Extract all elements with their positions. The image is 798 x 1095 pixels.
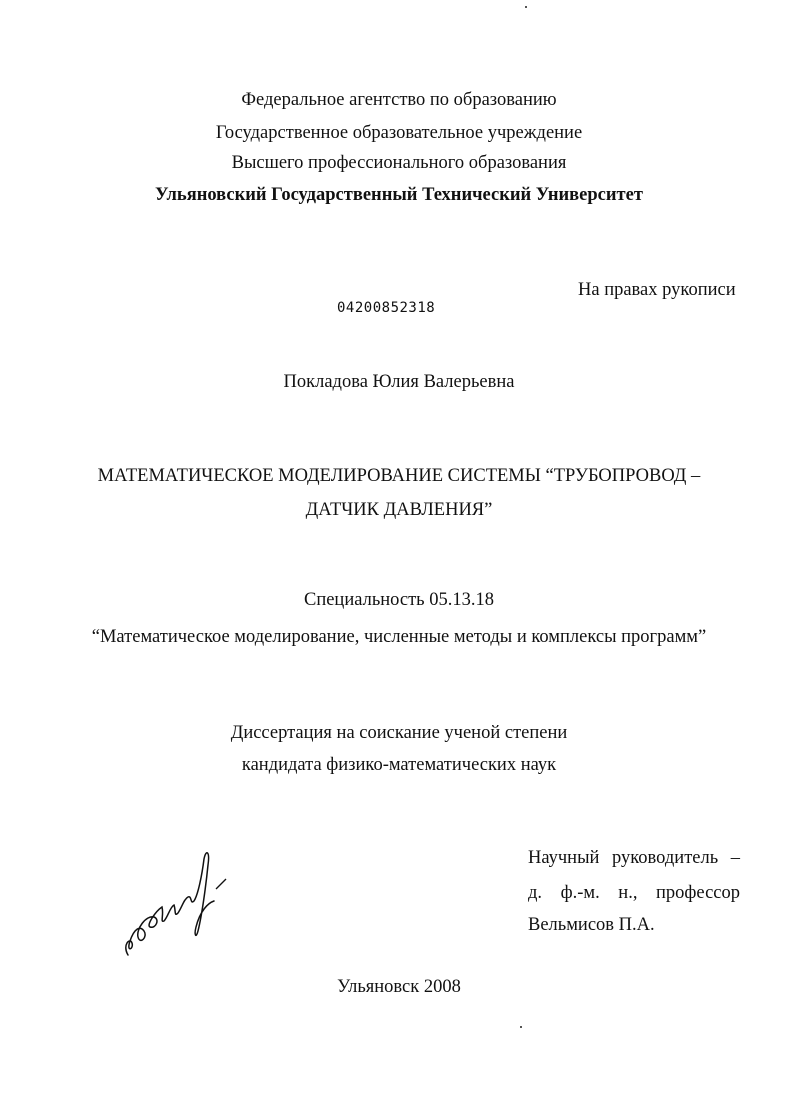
catalog-number: 04200852318 [337, 300, 436, 316]
education-level-line: Высшего профессионального образования [231, 153, 567, 173]
specialty-name: “Математическое моделирование, численные методы и комплексы программ” [91, 627, 707, 647]
supervisor-role: Научный руководитель – [528, 848, 740, 868]
handwritten-signature [110, 845, 230, 965]
city-year: Ульяновск 2008 [337, 977, 461, 997]
supervisor-name: Вельмисов П.А. [528, 915, 655, 935]
rights-note: На правах рукописи [578, 280, 736, 300]
institution-type-line: Государственное образовательное учреждение [215, 123, 583, 143]
specialty-code: Специальность 05.13.18 [303, 590, 494, 610]
degree-line-1: Диссертация на соискание ученой степени [230, 723, 568, 743]
degree-line-2: кандидата физико-математических наук [241, 755, 557, 775]
title-line-2: ДАТЧИК ДАВЛЕНИЯ” [305, 500, 493, 520]
author-name: Покладова Юлия Валерьевна [283, 372, 515, 392]
scan-speck [520, 1026, 522, 1028]
scan-speck [525, 6, 527, 8]
agency-line: Федеральное агентство по образованию [241, 90, 557, 110]
supervisor-degree: д. ф.-м. н., профессор [528, 883, 740, 903]
title-line-1: МАТЕМАТИЧЕСКОЕ МОДЕЛИРОВАНИЕ СИСТЕМЫ “ТРУБОПРОВОД – [97, 466, 701, 486]
university-name: Ульяновский Государственный Технический Университет [155, 185, 643, 205]
